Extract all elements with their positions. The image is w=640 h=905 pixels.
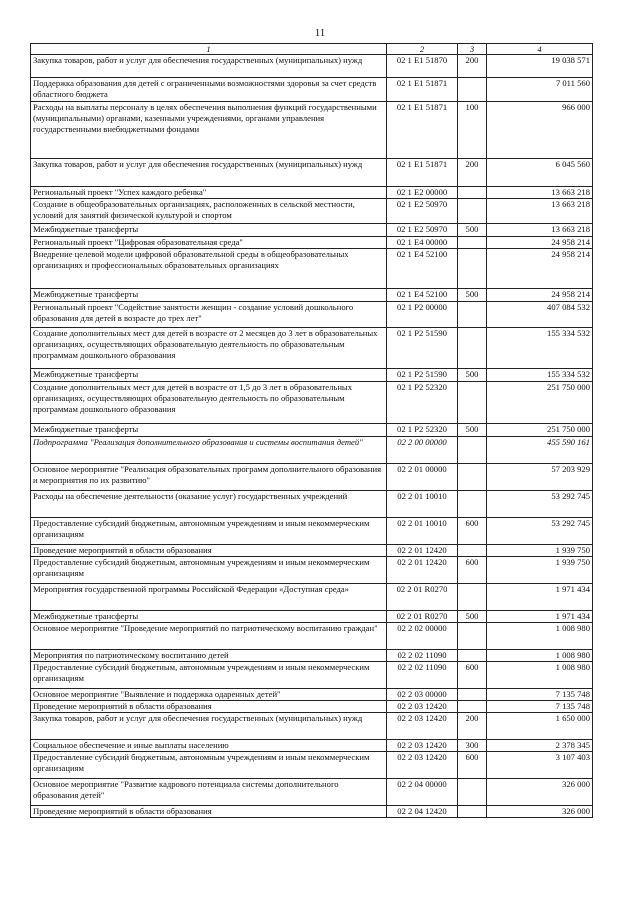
row-type-cell: 500 <box>458 224 487 237</box>
table-row <box>31 199 593 224</box>
row-amount-cell: 3 107 403 <box>487 752 593 779</box>
row-code-cell: 02 2 01 R0270 <box>387 611 458 623</box>
row-name-cell: Основное мероприятие "Выявление и поддержка одаренных детей" <box>31 689 387 701</box>
table-row <box>31 713 593 740</box>
row-code-cell: 02 1 E1 51870 <box>387 55 458 78</box>
row-name-cell: Основное мероприятие "Проведение мероприятий по патриотическому воспитанию граждан" <box>31 623 387 650</box>
row-amount-cell: 1 008 980 <box>487 662 593 689</box>
row-type-cell <box>458 437 487 464</box>
row-code-cell: 02 1 E1 51871 <box>387 159 458 187</box>
row-code-cell: 02 1 E2 50970 <box>387 224 458 237</box>
row-code-cell: 02 2 04 00000 <box>387 779 458 806</box>
row-name-cell: Расходы на выплаты персоналу в целях обеспечения выполнения функций государственными (муниципальными) органами, казенными учреждениями, органами управления государственными внебюджетными фондами <box>31 102 387 159</box>
table-row <box>31 752 593 779</box>
row-type-cell <box>458 199 487 224</box>
budget-table <box>30 43 593 818</box>
table-row <box>31 545 593 557</box>
table-row <box>31 328 593 369</box>
table-row <box>31 424 593 437</box>
row-amount-cell: 326 000 <box>487 779 593 806</box>
row-code-cell: 02 2 01 00000 <box>387 464 458 491</box>
row-code-cell: 02 2 01 R0270 <box>387 584 458 611</box>
table-header-row <box>31 44 593 55</box>
row-type-cell: 600 <box>458 752 487 779</box>
table-row <box>31 584 593 611</box>
row-name-cell: Подпрограмма "Реализация дополнительного образования и системы воспитания детей" <box>31 437 387 464</box>
page-number: 11 <box>314 27 326 39</box>
row-code-cell: 02 2 03 12420 <box>387 713 458 740</box>
row-amount-cell: 155 334 532 <box>487 369 593 382</box>
row-name-cell: Межбюджетные трансферты <box>31 224 387 237</box>
row-code-cell: 02 2 03 12420 <box>387 752 458 779</box>
row-name-cell: Поддержка образования для детей с ограниченными возможностями здоровья за счет средств областного бюджета <box>31 78 387 102</box>
row-code-cell: 02 1 P2 52320 <box>387 424 458 437</box>
header-col-1: 1 <box>31 44 387 55</box>
row-name-cell: Расходы на обеспечение деятельности (оказание услуг) государственных учреждений <box>31 491 387 518</box>
row-type-cell <box>458 302 487 328</box>
row-name-cell: Внедрение целевой модели цифровой образовательной среды в общеобразовательных организациях и профессиональных образовательных организациях <box>31 249 387 289</box>
table-row <box>31 518 593 545</box>
row-name-cell: Предоставление субсидий бюджетным, автономным учреждениям и иным некоммерческим организациям <box>31 557 387 584</box>
row-type-cell: 600 <box>458 518 487 545</box>
row-name-cell: Создание в общеобразовательных организациях, расположенных в сельской местности, условий для занятий физической культурой и спортом <box>31 199 387 224</box>
row-type-cell: 500 <box>458 611 487 623</box>
row-name-cell: Региональный проект "Цифровая образовательная среда" <box>31 237 387 249</box>
row-type-cell <box>458 78 487 102</box>
row-amount-cell: 53 292 745 <box>487 491 593 518</box>
row-name-cell: Мероприятия государственной программы Российской Федерации «Доступная среда» <box>31 584 387 611</box>
row-type-cell: 600 <box>458 662 487 689</box>
row-type-cell: 500 <box>458 424 487 437</box>
row-name-cell: Региональный проект "Содействие занятости женщин - создание условий дошкольного образования для детей в возрасте до трех лет" <box>31 302 387 328</box>
row-code-cell: 02 1 P2 51590 <box>387 369 458 382</box>
row-amount-cell: 13 663 218 <box>487 224 593 237</box>
row-code-cell: 02 1 P2 52320 <box>387 382 458 424</box>
row-name-cell: Создание дополнительных мест для детей в возрасте от 2 месяцев до 3 лет в образовательных организациях, осуществляющих образовательную деятельность по образовательным программам дошкольного образования <box>31 328 387 369</box>
header-col-2: 2 <box>387 44 458 55</box>
table-row <box>31 491 593 518</box>
table-row <box>31 55 593 78</box>
row-code-cell: 02 1 P2 51590 <box>387 328 458 369</box>
row-amount-cell: 57 203 929 <box>487 464 593 491</box>
row-name-cell: Межбюджетные трансферты <box>31 289 387 302</box>
row-name-cell: Социальное обеспечение и иные выплаты населению <box>31 740 387 752</box>
row-amount-cell: 1 971 434 <box>487 584 593 611</box>
table-row <box>31 740 593 752</box>
row-amount-cell: 251 750 000 <box>487 424 593 437</box>
row-type-cell: 600 <box>458 557 487 584</box>
row-amount-cell: 7 011 560 <box>487 78 593 102</box>
row-name-cell: Создание дополнительных мест для детей в возрасте от 1,5 до 3 лет в образовательных организациях, осуществляющих образовательную деятельность по образовательным программам дошкольного образования <box>31 382 387 424</box>
row-type-cell <box>458 689 487 701</box>
row-type-cell: 200 <box>458 55 487 78</box>
row-type-cell <box>458 187 487 199</box>
row-type-cell <box>458 464 487 491</box>
row-type-cell <box>458 806 487 818</box>
row-type-cell <box>458 650 487 662</box>
row-type-cell: 300 <box>458 740 487 752</box>
row-code-cell: 02 2 01 10010 <box>387 491 458 518</box>
row-amount-cell: 251 750 000 <box>487 382 593 424</box>
row-code-cell: 02 2 04 12420 <box>387 806 458 818</box>
row-amount-cell: 1 650 000 <box>487 713 593 740</box>
row-name-cell: Предоставление субсидий бюджетным, автономным учреждениям и иным некоммерческим организациям <box>31 752 387 779</box>
row-code-cell: 02 2 00 00000 <box>387 437 458 464</box>
row-amount-cell: 24 958 214 <box>487 249 593 289</box>
table-row <box>31 662 593 689</box>
row-type-cell: 200 <box>458 713 487 740</box>
table-row <box>31 302 593 328</box>
row-name-cell: Предоставление субсидий бюджетным, автономным учреждениям и иным некоммерческим организациям <box>31 518 387 545</box>
row-name-cell: Проведение мероприятий в области образования <box>31 545 387 557</box>
row-name-cell: Мероприятия по патриотическому воспитанию детей <box>31 650 387 662</box>
row-amount-cell: 455 590 161 <box>487 437 593 464</box>
row-name-cell: Основное мероприятие "Реализация образовательных программ дополнительного образования и мероприятия по их развитию" <box>31 464 387 491</box>
row-code-cell: 02 2 02 00000 <box>387 623 458 650</box>
row-code-cell: 02 2 03 12420 <box>387 740 458 752</box>
table-row <box>31 187 593 199</box>
row-amount-cell: 1 008 980 <box>487 650 593 662</box>
row-amount-cell: 407 084 532 <box>487 302 593 328</box>
row-code-cell: 02 2 01 10010 <box>387 518 458 545</box>
table-row <box>31 611 593 623</box>
row-type-cell: 200 <box>458 159 487 187</box>
row-code-cell: 02 1 E1 51871 <box>387 102 458 159</box>
row-amount-cell: 2 378 345 <box>487 740 593 752</box>
row-amount-cell: 1 008 980 <box>487 623 593 650</box>
table-row <box>31 369 593 382</box>
row-type-cell <box>458 623 487 650</box>
row-amount-cell: 53 292 745 <box>487 518 593 545</box>
header-col-4: 4 <box>487 44 593 55</box>
row-name-cell: Межбюджетные трансферты <box>31 424 387 437</box>
row-amount-cell: 24 958 214 <box>487 237 593 249</box>
row-type-cell <box>458 382 487 424</box>
row-type-cell <box>458 328 487 369</box>
row-name-cell: Закупка товаров, работ и услуг для обеспечения государственных (муниципальных) нужд <box>31 713 387 740</box>
row-amount-cell: 1 971 434 <box>487 611 593 623</box>
row-code-cell: 02 1 E4 00000 <box>387 237 458 249</box>
table-row <box>31 382 593 424</box>
row-name-cell: Закупка товаров, работ и услуг для обеспечения государственных (муниципальных) нужд <box>31 55 387 78</box>
row-name-cell: Региональный проект "Успех каждого ребенка" <box>31 187 387 199</box>
row-type-cell <box>458 779 487 806</box>
row-amount-cell: 6 045 560 <box>487 159 593 187</box>
row-amount-cell: 155 334 532 <box>487 328 593 369</box>
row-name-cell: Закупка товаров, работ и услуг для обеспечения государственных (муниципальных) нужд <box>31 159 387 187</box>
row-type-cell <box>458 237 487 249</box>
row-code-cell: 02 2 03 12420 <box>387 701 458 713</box>
table-row <box>31 237 593 249</box>
row-amount-cell: 326 000 <box>487 806 593 818</box>
table-row <box>31 102 593 159</box>
row-type-cell: 500 <box>458 369 487 382</box>
row-type-cell <box>458 584 487 611</box>
table-row <box>31 249 593 289</box>
row-amount-cell: 13 663 218 <box>487 187 593 199</box>
table-row <box>31 289 593 302</box>
table-row <box>31 689 593 701</box>
row-name-cell: Межбюджетные трансферты <box>31 611 387 623</box>
row-amount-cell: 7 135 748 <box>487 689 593 701</box>
row-code-cell: 02 2 01 12420 <box>387 557 458 584</box>
table-row <box>31 437 593 464</box>
row-code-cell: 02 1 E4 52100 <box>387 249 458 289</box>
row-code-cell: 02 1 E2 50970 <box>387 199 458 224</box>
row-code-cell: 02 2 03 00000 <box>387 689 458 701</box>
row-amount-cell: 1 939 750 <box>487 545 593 557</box>
row-type-cell: 100 <box>458 102 487 159</box>
row-amount-cell: 7 135 748 <box>487 701 593 713</box>
table-row <box>31 159 593 187</box>
row-code-cell: 02 2 02 11090 <box>387 650 458 662</box>
table-row <box>31 623 593 650</box>
table-row <box>31 650 593 662</box>
row-type-cell <box>458 249 487 289</box>
row-code-cell: 02 1 E2 00000 <box>387 187 458 199</box>
row-name-cell: Предоставление субсидий бюджетным, автономным учреждениям и иным некоммерческим организациям <box>31 662 387 689</box>
table-row <box>31 224 593 237</box>
row-name-cell: Межбюджетные трансферты <box>31 369 387 382</box>
table-row <box>31 78 593 102</box>
row-amount-cell: 1 939 750 <box>487 557 593 584</box>
row-amount-cell: 19 038 571 <box>487 55 593 78</box>
row-name-cell: Проведение мероприятий в области образования <box>31 806 387 818</box>
row-code-cell: 02 1 E1 51871 <box>387 78 458 102</box>
row-code-cell: 02 2 02 11090 <box>387 662 458 689</box>
header-col-3: 3 <box>458 44 487 55</box>
row-amount-cell: 966 000 <box>487 102 593 159</box>
row-name-cell: Основное мероприятие "Развитие кадрового потенциала системы дополнительного образования детей" <box>31 779 387 806</box>
row-code-cell: 02 1 E4 52100 <box>387 289 458 302</box>
table-row <box>31 557 593 584</box>
table-row <box>31 464 593 491</box>
row-type-cell <box>458 545 487 557</box>
table-row <box>31 806 593 818</box>
row-type-cell <box>458 491 487 518</box>
table-row <box>31 701 593 713</box>
row-amount-cell: 13 663 218 <box>487 199 593 224</box>
row-name-cell: Проведение мероприятий в области образования <box>31 701 387 713</box>
row-code-cell: 02 1 P2 00000 <box>387 302 458 328</box>
row-code-cell: 02 2 01 12420 <box>387 545 458 557</box>
table-row <box>31 779 593 806</box>
row-type-cell: 500 <box>458 289 487 302</box>
row-amount-cell: 24 958 214 <box>487 289 593 302</box>
row-type-cell <box>458 701 487 713</box>
